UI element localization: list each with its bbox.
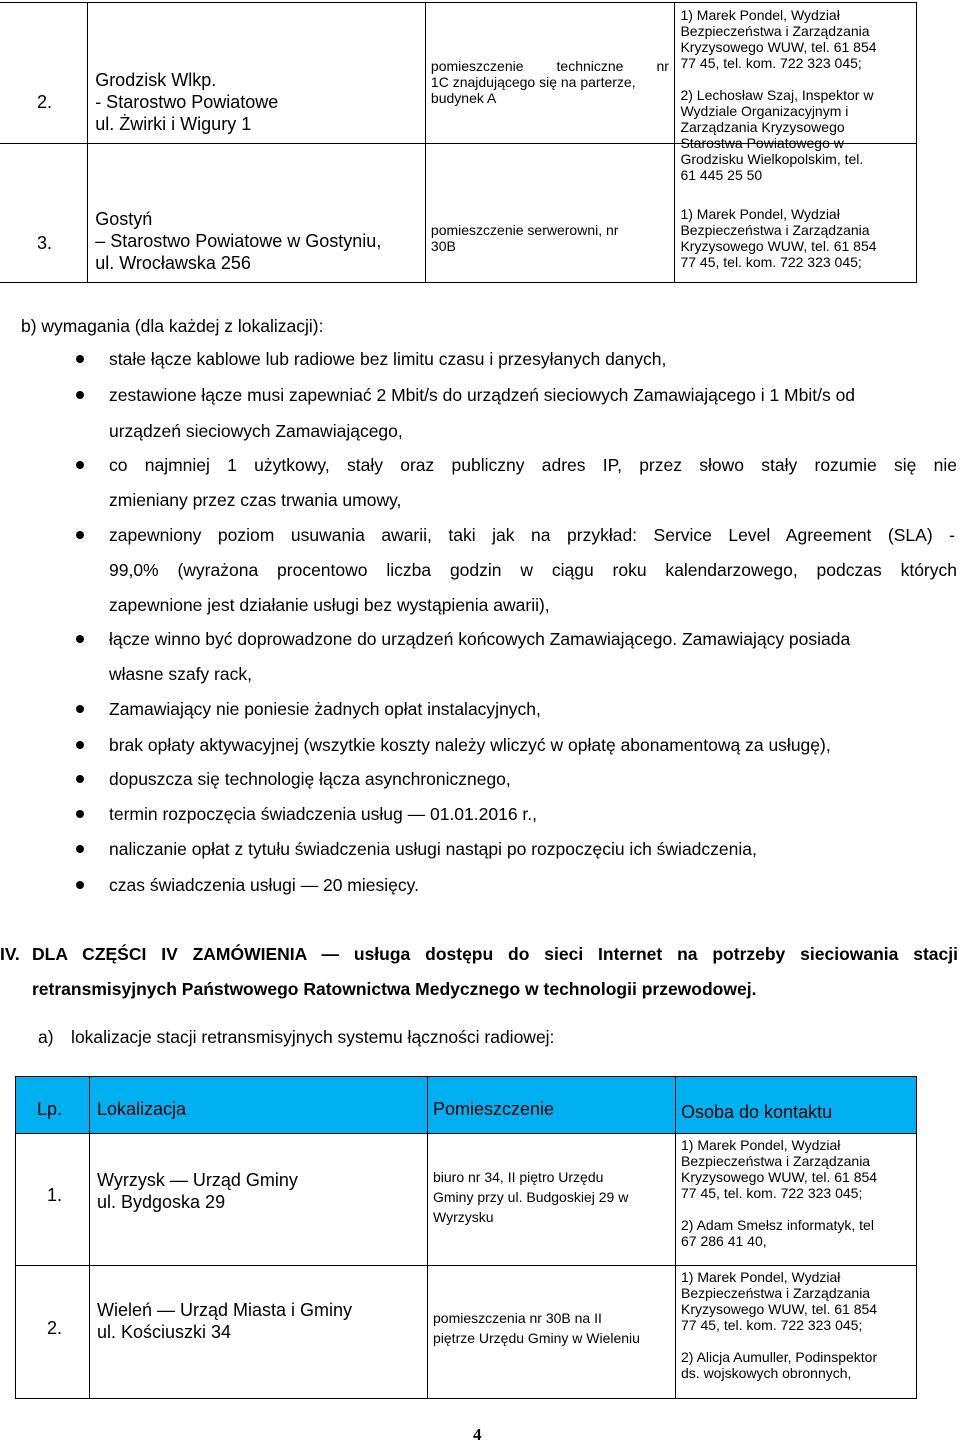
bullet-icon	[76, 810, 84, 818]
list-item: brak opłaty aktywacyjnej (wszytkie koszty należy wliczyć w opłatę abonamentową za usługę),	[109, 735, 831, 755]
header-cell-contact	[676, 1077, 917, 1134]
contact-line: 1) Marek Pondel, Wydział	[681, 1137, 841, 1153]
contact-line: 77 45, tel. kom. 722 323 045;	[681, 1185, 863, 1201]
bullet-icon	[76, 461, 84, 469]
room-line: 30B	[430, 238, 456, 254]
room-line: Gminy przy ul. Budgoskiej 29 w	[433, 1189, 629, 1205]
contact-cell	[676, 1134, 917, 1266]
table-row	[0, 3, 917, 144]
bullet-icon	[76, 531, 84, 539]
section-number: IV.	[0, 944, 20, 964]
location-cell	[90, 1266, 428, 1399]
header-cell-lp	[16, 1077, 90, 1134]
column-header: Osoba do kontaktu	[681, 1102, 833, 1122]
contact-line: Kryzysowego WUW, tel. 61 854	[680, 39, 877, 55]
list-item: czas świadczenia usługi — 20 miesięcy.	[109, 875, 419, 895]
contact-line: 77 45, tel. kom. 722 323 045;	[680, 254, 862, 270]
room-cell	[428, 1134, 676, 1266]
room-cell	[425, 3, 675, 144]
column-header: Pomieszczenie	[433, 1099, 555, 1119]
bullet-icon	[76, 355, 84, 363]
room-line: Wyrzysku	[433, 1209, 494, 1225]
table-row	[0, 144, 917, 283]
location-cell	[88, 144, 426, 283]
location-line: Wieleń — Urząd Miasta i Gminy	[97, 1300, 353, 1320]
location-line: ul. Żwirki i Wigury 1	[95, 114, 252, 134]
room-line: biuro nr 34, II piętro Urzędu	[433, 1169, 604, 1185]
contact-cell	[676, 1266, 917, 1399]
room-line: 1C znajdującego się na parterze,	[430, 74, 636, 90]
contact-line: 67 286 41 40,	[681, 1233, 767, 1249]
list-item: zestawione łącze musi zapewniać 2 Mbit/s do urządzeń sieciowych Zamawiającego i 1 Mbit/s od	[109, 385, 856, 405]
contact-line: Kryzysowego WUW, tel. 61 854	[681, 1169, 878, 1185]
location-line: Grodzisk Wlkp.	[95, 70, 217, 90]
list-item: naliczanie opłat z tytułu świadczenia usługi nastąpi po rozpoczęciu ich świadczenia,	[109, 839, 757, 859]
contact-line: 2) Alicja Aumuller, Podinspektor	[681, 1349, 878, 1365]
locations-table-bottom	[15, 1076, 917, 1399]
location-cell	[88, 3, 426, 144]
lp-number: 3.	[37, 233, 53, 253]
contact-line: 2) Adam Smełsz informatyk, tel	[681, 1217, 874, 1233]
table-header-row	[16, 1077, 917, 1134]
contact-line: 1) Marek Pondel, Wydział	[680, 7, 840, 23]
bullet-icon	[76, 881, 84, 889]
contact-cell	[675, 3, 917, 183]
bullet-icon	[76, 705, 84, 713]
contact-line: 2) Lechosław Szaj, Inspektor w	[680, 87, 874, 103]
contact-line: Zarządzania Kryzysowego	[680, 119, 845, 135]
locations-table-top	[0, 2, 917, 283]
table-row	[16, 1266, 917, 1399]
list-item: co najmniej 1 użytkowy, stały oraz publiczny adres IP, przez słowo stały rozumie się nie	[109, 455, 957, 475]
contact-line: Wydziale Organizacyjnym i	[680, 103, 849, 119]
page-number: 4	[473, 1425, 482, 1444]
room-line: pomieszczenia nr 30B na II	[433, 1310, 602, 1326]
location-line: ul. Kościuszki 34	[97, 1322, 232, 1342]
location-line: – Starostwo Powiatowe w Gostyniu,	[95, 231, 382, 251]
room-line: pomieszczenie techniczne nr	[430, 58, 669, 74]
section-title-cont: retransmisyjnych Państwowego Ratownictwa Medycznego w technologii przewodowej.	[32, 979, 757, 999]
bullet-icon	[76, 775, 84, 783]
header-cell-room	[428, 1077, 676, 1134]
contact-line: Kryzysowego WUW, tel. 61 854	[680, 238, 877, 254]
header-cell-location	[90, 1077, 428, 1134]
lp-cell	[0, 3, 88, 144]
contact-line: Grodzisku Wielkopolskim, tel.	[680, 151, 864, 167]
lp-number: 1.	[47, 1185, 63, 1205]
lp-cell	[16, 1266, 90, 1399]
list-item-cont: 99,0% (wyrażona procentowo liczba godzin w ciągu roku kalendarzowego, podczas których	[109, 560, 957, 580]
contact-line: 1) Marek Pondel, Wydział	[680, 206, 840, 222]
location-line: Gostyń	[95, 209, 153, 229]
list-item-cont: urządzeń sieciowych Zamawiającego,	[109, 421, 403, 441]
list-item-cont: zapewnione jest działanie usługi bez wystąpienia awarii),	[109, 595, 550, 615]
contact-line: 61 445 25 50	[680, 167, 763, 183]
section-title: DLA CZĘŚCI IV ZAMÓWIENIA — usługa dostępu do sieci Internet na potrzeby sieciowania stacji	[32, 944, 958, 964]
contact-line: Bezpieczeństwa i Zarządzania	[681, 1153, 871, 1169]
lp-number: 2.	[37, 92, 53, 112]
lp-cell	[16, 1134, 90, 1266]
room-line: piętrze Urzędu Gminy w Wieleniu	[433, 1330, 640, 1346]
room-cell	[425, 144, 675, 283]
list-item-cont: własne szafy rack,	[109, 664, 252, 684]
contact-line: Bezpieczeństwa i Zarządzania	[680, 222, 870, 238]
list-item: łącze winno być doprowadzone do urządzeń końcowych Zamawiającego. Zamawiający posiada	[109, 629, 851, 649]
bullet-icon	[76, 635, 84, 643]
list-item-cont: zmieniany przez czas trwania umowy,	[109, 490, 402, 510]
location-cell	[90, 1134, 428, 1266]
contact-line: Bezpieczeństwa i Zarządzania	[680, 23, 870, 39]
contact-line: ds. wojskowych obronnych,	[681, 1365, 852, 1381]
location-line: Wyrzysk — Urząd Gminy	[97, 1170, 298, 1190]
room-cell	[428, 1266, 676, 1399]
column-header: Lokalizacja	[97, 1099, 187, 1119]
table-row	[16, 1134, 917, 1266]
lp-cell	[0, 144, 88, 283]
list-item: termin rozpoczęcia świadczenia usług — 01.01.2016 r.,	[109, 804, 538, 824]
list-item: zapewniony poziom usuwania awarii, taki jak na przykład: Service Level Agreement (SLA) -	[109, 525, 955, 545]
location-line: ul. Bydgoska 29	[97, 1192, 226, 1212]
list-item: dopuszcza się technologię łącza asynchronicznego,	[109, 769, 511, 789]
room-line: budynek A	[430, 90, 497, 106]
contact-line: 77 45, tel. kom. 722 323 045;	[681, 1317, 863, 1333]
contact-line: 1) Marek Pondel, Wydział	[681, 1269, 841, 1285]
column-header: Lp.	[37, 1099, 63, 1119]
contact-cell	[675, 144, 917, 283]
bullet-icon	[76, 741, 84, 749]
lp-number: 2.	[47, 1318, 63, 1338]
contact-line: Kryzysowego WUW, tel. 61 854	[681, 1301, 878, 1317]
requirements-heading: b) wymagania (dla każdej z lokalizacji):	[21, 316, 324, 336]
contact-line: Starostwa Powiatowego w	[680, 135, 844, 151]
room-line: pomieszczenie serwerowni, nr	[430, 222, 619, 238]
location-line: - Starostwo Powiatowe	[95, 92, 279, 112]
contact-line: 77 45, tel. kom. 722 323 045;	[680, 55, 862, 71]
list-item: Zamawiający nie poniesie żadnych opłat instalacyjnych,	[109, 699, 541, 719]
contact-line: Bezpieczeństwa i Zarządzania	[681, 1285, 871, 1301]
section-subheading: a) lokalizacje stacji retransmisyjnych systemu łączności radiowej:	[38, 1027, 555, 1047]
list-item: stałe łącze kablowe lub radiowe bez limitu czasu i przesyłanych danych,	[109, 349, 667, 369]
location-line: ul. Wrocławska 256	[95, 253, 251, 273]
bullet-icon	[76, 845, 84, 853]
bullet-icon	[76, 391, 84, 399]
